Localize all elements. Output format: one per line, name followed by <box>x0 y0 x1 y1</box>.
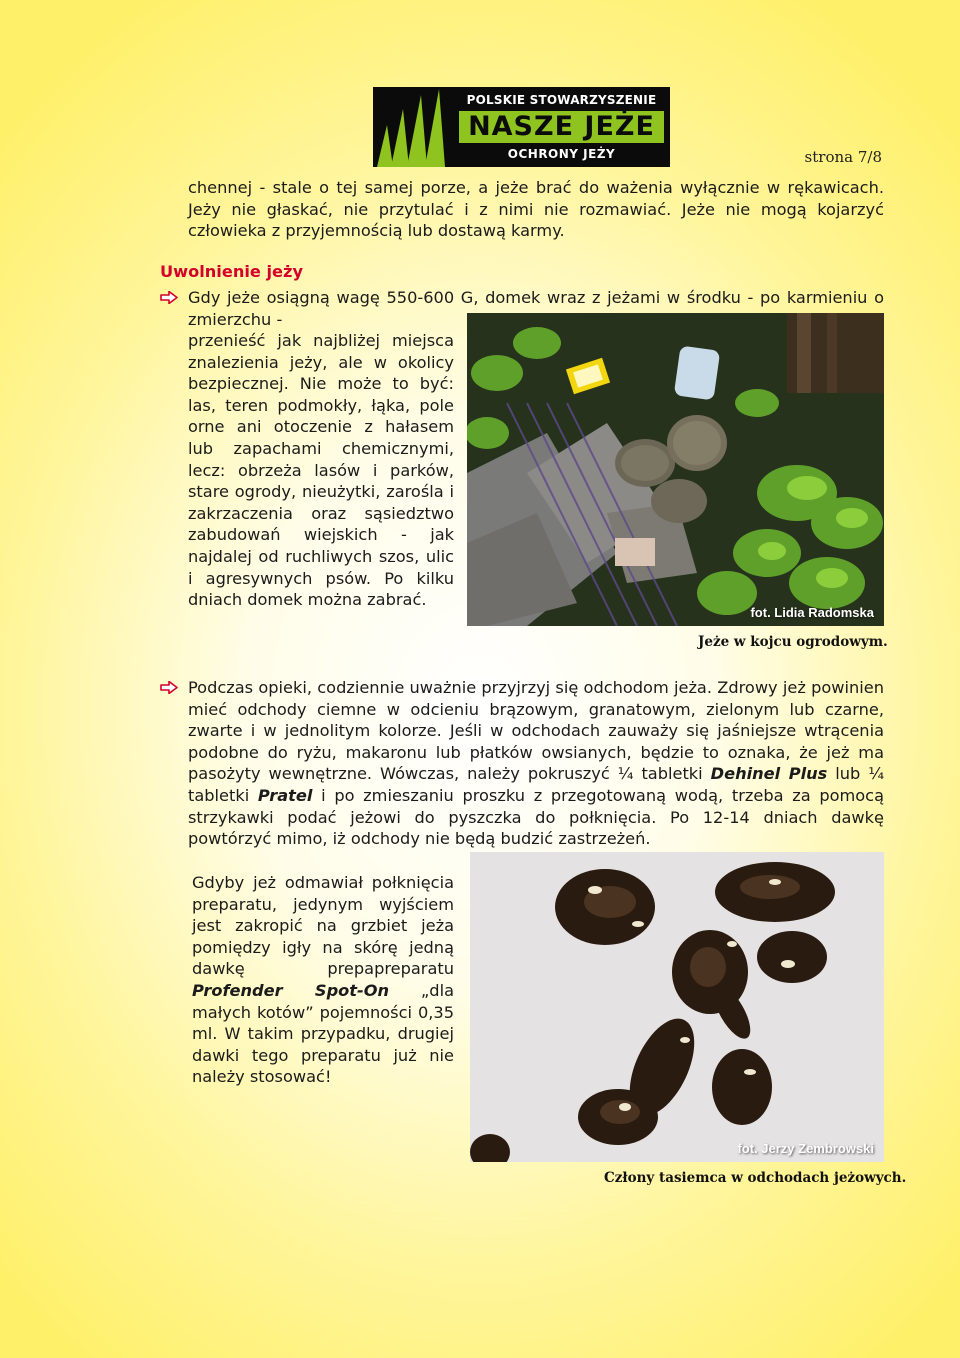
photo-credit-2: fot. Jerzy Zembrowski <box>737 1141 874 1156</box>
droppings-photo-image <box>470 852 884 1162</box>
logo-line-2: NASZE JEŻE <box>459 111 664 143</box>
logo-line-3: OCHRONY JEŻY <box>507 147 616 161</box>
side-text-2: „dla małych kotów” pojemności 0,35 ml. W takim przypadku, drugiej dawki tego preparatu już nie należy stosować! <box>192 980 454 1087</box>
care-paragraph <box>188 677 884 850</box>
photo-caption-1: Jeże w kojcu ogrodowym. <box>698 634 888 650</box>
association-logo <box>373 87 670 167</box>
release-paragraph-body: przenieść jak najbliżej miejsca znalezienia jeży, ale w okolicy bezpiecznej. Nie może to być: las, teren podmokły, łąka, pole orne ani otoczenie z hałasem lub zapachami chemicznymi, lecz: obrzeża lasów i parków, stare ogrody, nieużytki, zarośla i zakrzaczenia oraz sąsiedztwo zabudowań wiejskich - jak najdalej od ruchliwych szos, ulic i agresywnych psów. Po kilku dniach domek można zabrać. <box>188 331 454 610</box>
care-text-2: lub ¼ tabletki <box>188 764 885 805</box>
hedgehogs-photo <box>467 313 884 626</box>
drug-name-dehinel: Dehinel Plus <box>710 764 828 784</box>
care-text-1: Podczas opieki, codziennie uważnie przyjrzyj się odchodom jeża. Zdrowy jeż powinien mieć odchody ciemne w odcieniu brązowym, granatowym, zielonym lub czarne, zwarte i w jednolitym kolorze. Jeśli w odchodach zauważy się jaśniejsze wtrącenia podobne do ryżu, makaronu lub płatków owsianych, będzie to oznaka, że jeż ma pasożyty wewnętrzne. Wówczas, należy pokruszyć ¼ tabletki <box>188 678 884 784</box>
right-arrow-icon <box>160 681 178 694</box>
hedgehogs-photo-image <box>467 313 884 626</box>
intro-paragraph: chennej - stale o tej samej porze, a jeże brać do ważenia wyłącznie w rękawicach. Jeży nie głaskać, nie przytulać i z nimi nie rozmawiać. Jeże nie mogą kojarzyć człowieka z przyjemnością lub dostawą karmy. <box>188 178 884 241</box>
care-text-3: i po zmieszaniu proszku z przegotowaną wodą, trzeba za pomocą strzykawki podać jeżowi do pyszczka do połknięcia. Po 12-14 dniach dawkę powtórzyć mimo, iż odchody nie będą budzić zastrzeżeń. <box>188 785 884 849</box>
droppings-photo <box>470 852 884 1162</box>
drug-name-pratel: Pratel <box>257 785 313 805</box>
release-paragraph-lead: Gdy jeże osiągną wagę 550-600 G, domek wraz z jeżami w środku - po karmieniu o zmierzchu - <box>188 288 884 329</box>
drug-name-profender: Profender Spot-On <box>192 980 390 1000</box>
logo-line-1: POLSKIE STOWARZYSZENIE <box>466 93 657 107</box>
logo-grass-mark <box>373 87 451 167</box>
page-number: strona 7/8 <box>804 148 882 166</box>
right-arrow-icon <box>160 291 178 304</box>
photo-caption-2: Człony tasiemca w odchodach jeżowych. <box>604 1170 907 1186</box>
side-paragraph <box>192 872 454 1088</box>
section-heading: Uwolnienie jeży <box>160 262 304 281</box>
side-text-1: Gdyby jeż odmawiał połknięcia preparatu, jedynym wyjściem jest zakropić na grzbiet jeża pomiędzy igły na skórę jedną dawkę prepapreparatu <box>192 873 454 979</box>
photo-credit-1: fot. Lidia Radomska <box>750 605 874 620</box>
